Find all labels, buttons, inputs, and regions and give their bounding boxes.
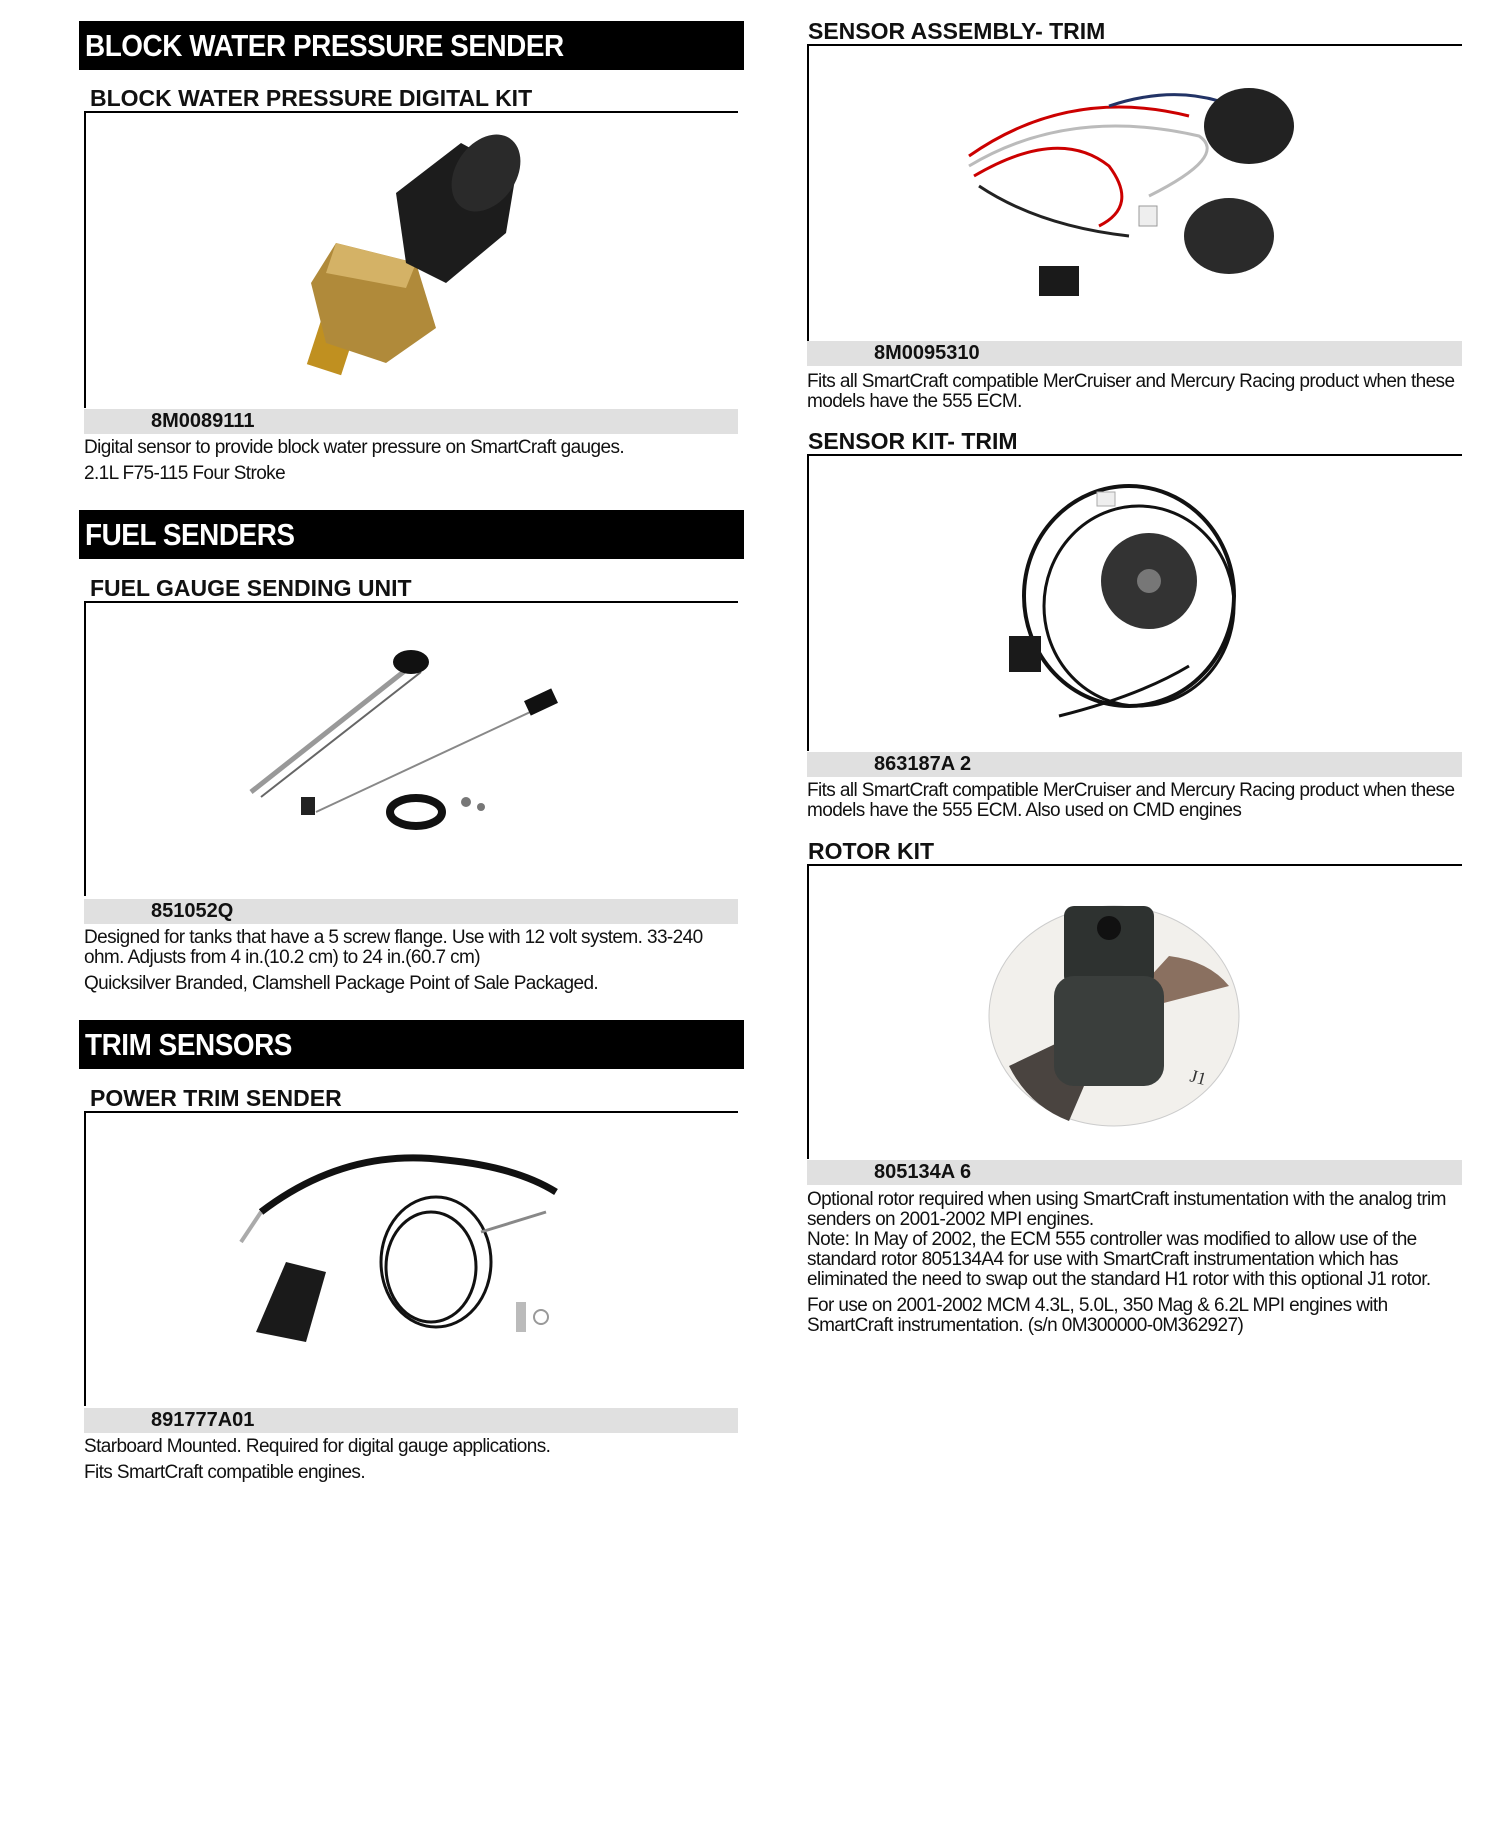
product-image-sensor-assembly	[807, 46, 1464, 341]
description-line: Fits SmartCraft compatible engines.	[84, 1462, 366, 1483]
description-fuel	[84, 928, 738, 1000]
sensor-assembly-illustration	[809, 46, 1464, 341]
section-header-text: TRIM SENSORS	[85, 1027, 292, 1062]
description-rotor-kit	[807, 1190, 1462, 1342]
description-line: Note: In May of 2002, the ECM 555 controller was modified to allow use of the standard rotor 805134A4 for use with SmartCraft instrumentation which has eliminated the need to swap out the standard H1 rotor with this optional J1 rotor.	[807, 1229, 1431, 1290]
fuel-sender-illustration	[86, 602, 740, 896]
description-line: Designed for tanks that have a 5 screw flange. Use with 12 volt system. 33-240 ohm. Adjusts from 4 in.(10.2 cm) to 24 in.(60.7 cm)	[84, 927, 703, 968]
description-line: Fits all SmartCraft compatible MerCruiser and Mercury Racing product when these models have the 555 ECM.	[807, 371, 1455, 412]
product-image-rotor-kit	[807, 866, 1464, 1159]
description-line: 2.1L F75-115 Four Stroke	[84, 463, 286, 484]
sensor-kit-illustration	[809, 456, 1464, 751]
product-image-trim-sender	[84, 1112, 740, 1406]
part-number-851052Q: 851052Q	[84, 899, 738, 924]
part-number-891777A01: 891777A01	[84, 1408, 738, 1433]
description-line: Quicksilver Branded, Clamshell Package Point of Sale Packaged.	[84, 973, 599, 994]
description-line: For use on 2001-2002 MCM 4.3L, 5.0L, 350 Mag & 6.2L MPI engines with SmartCraft instrumentation. (s/n 0M300000-0M362927)	[807, 1295, 1388, 1336]
description-line: Optional rotor required when using SmartCraft instumentation with the analog trim senders on 2001-2002 MPI engines.	[807, 1189, 1446, 1230]
section-header-text: BLOCK WATER PRESSURE SENDER	[85, 28, 564, 63]
svg-text:J1: J1	[1187, 1065, 1209, 1090]
description-line: Starboard Mounted. Required for digital gauge applications.	[84, 1436, 551, 1457]
description-sensor-assembly	[807, 372, 1462, 418]
part-number-863187A-2: 863187A 2	[807, 752, 1462, 777]
description-line: Fits all SmartCraft compatible MerCruiser and Mercury Racing product when these models have the 555 ECM. Also used on CMD engines	[807, 780, 1455, 821]
trim-sender-illustration	[86, 1112, 740, 1406]
description-line: Digital sensor to provide block water pressure on SmartCraft gauges.	[84, 437, 625, 458]
subheading-sensor-assembly-trim: SENSOR ASSEMBLY- TRIM	[807, 18, 1462, 46]
section-header-fuel	[79, 510, 744, 559]
part-number-8M0089111: 8M0089111	[84, 409, 738, 434]
subheading-power-trim-sender: POWER TRIM SENDER	[84, 1085, 738, 1113]
product-image-sensor-kit	[807, 456, 1464, 751]
subheading-sensor-kit-trim: SENSOR KIT- TRIM	[807, 428, 1462, 456]
description-trim	[84, 1437, 738, 1489]
section-header-text: FUEL SENDERS	[85, 517, 295, 552]
subheading-fuel-gauge-unit: FUEL GAUGE SENDING UNIT	[84, 575, 738, 603]
subheading-block-water-kit: BLOCK WATER PRESSURE DIGITAL KIT	[84, 85, 738, 113]
rotor-kit-illustration	[809, 866, 1464, 1159]
part-number-805134A-6: 805134A 6	[807, 1160, 1462, 1185]
description-block-water	[84, 438, 738, 490]
product-image-pressure-sender	[84, 113, 740, 408]
part-number-8M0095310: 8M0095310	[807, 341, 1462, 366]
product-image-fuel-sender	[84, 602, 740, 896]
section-header-block-water	[79, 21, 744, 70]
subheading-rotor-kit: ROTOR KIT	[807, 838, 1462, 866]
pressure-sender-illustration	[86, 113, 740, 408]
section-header-trim-sensors	[79, 1020, 744, 1069]
description-sensor-kit	[807, 781, 1462, 827]
